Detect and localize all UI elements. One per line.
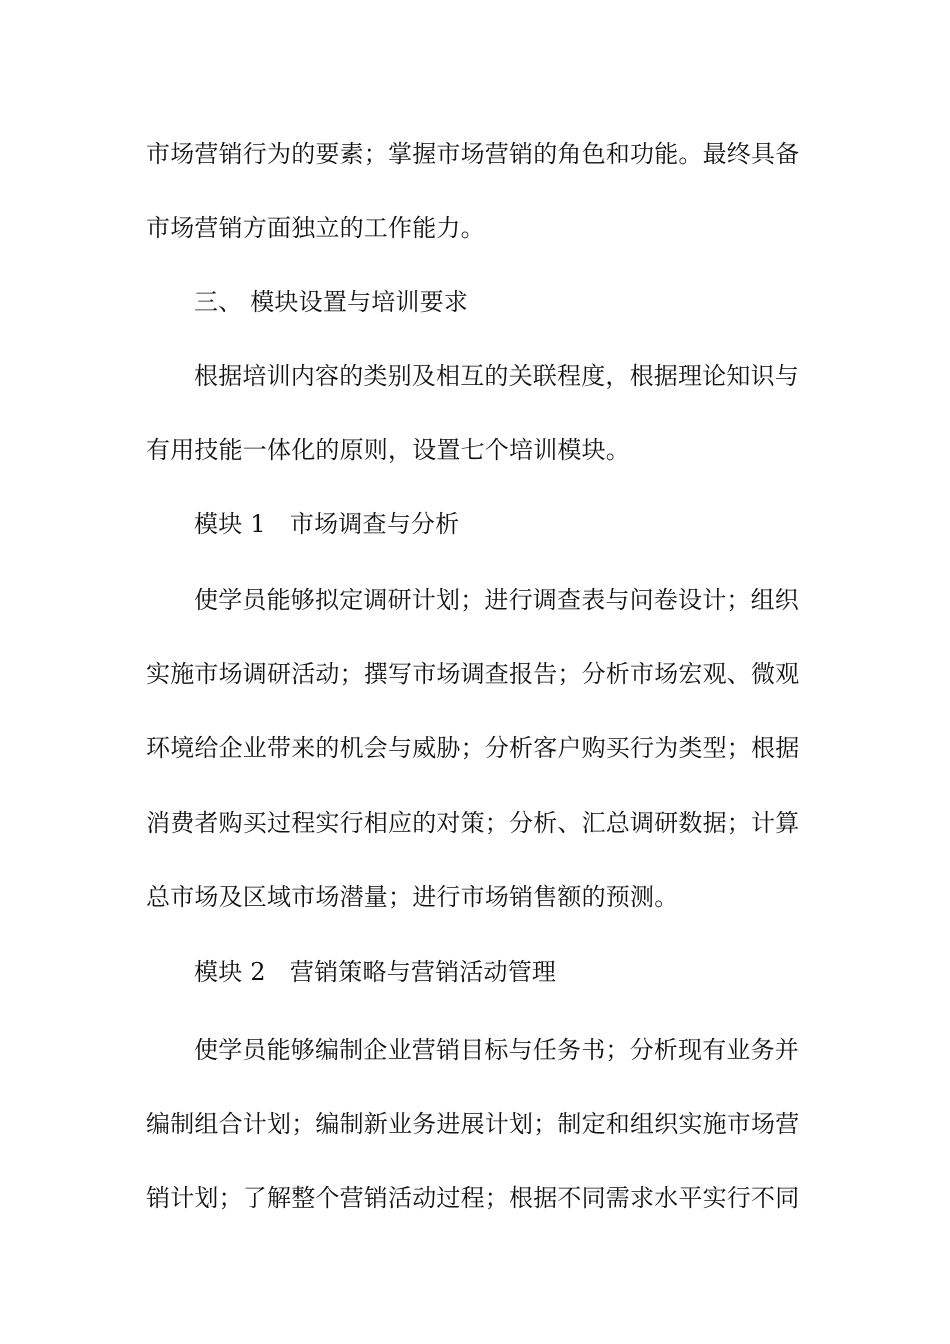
- body-text-line: 环境给企业带来的机会与威胁；分析客户购买行为类型；根据: [146, 734, 800, 762]
- body-text-line: 消费者购买过程实行相应的对策；分析、汇总调研数据；计算: [146, 809, 800, 837]
- body-text-line: 有用技能一体化的原则，设置七个培训模块。: [146, 436, 630, 464]
- body-text-line: 销计划；了解整个营销活动过程；根据不同需求水平实行不同: [146, 1184, 800, 1212]
- body-text-line: 总市场及区域市场潜量；进行市场销售额的预测。: [146, 883, 679, 911]
- body-text-line: 使学员能够拟定调研计划；进行调查表与问卷设计；组织: [194, 586, 799, 614]
- body-text-line: 市场营销行为的要素；掌握市场营销的角色和功能。最终具备: [146, 140, 800, 168]
- body-text-line: 使学员能够编制企业营销目标与任务书；分析现有业务并: [194, 1036, 799, 1064]
- body-text-line: 根据培训内容的类别及相互的关联程度，根据理论知识与: [194, 362, 799, 390]
- body-text-line: 市场营销方面独立的工作能力。: [146, 214, 485, 242]
- module-heading: 模块 2 营销策略与营销活动管理: [194, 958, 557, 986]
- body-text-line: 编制组合计划；编制新业务进展计划；制定和组织实施市场营: [146, 1110, 800, 1138]
- section-heading: 三、 模块设置与培训要求: [194, 288, 469, 316]
- body-text-line: 实施市场调研活动；撰写市场调查报告；分析市场宏观、微观: [146, 660, 800, 688]
- module-heading: 模块 1 市场调查与分析: [194, 510, 460, 538]
